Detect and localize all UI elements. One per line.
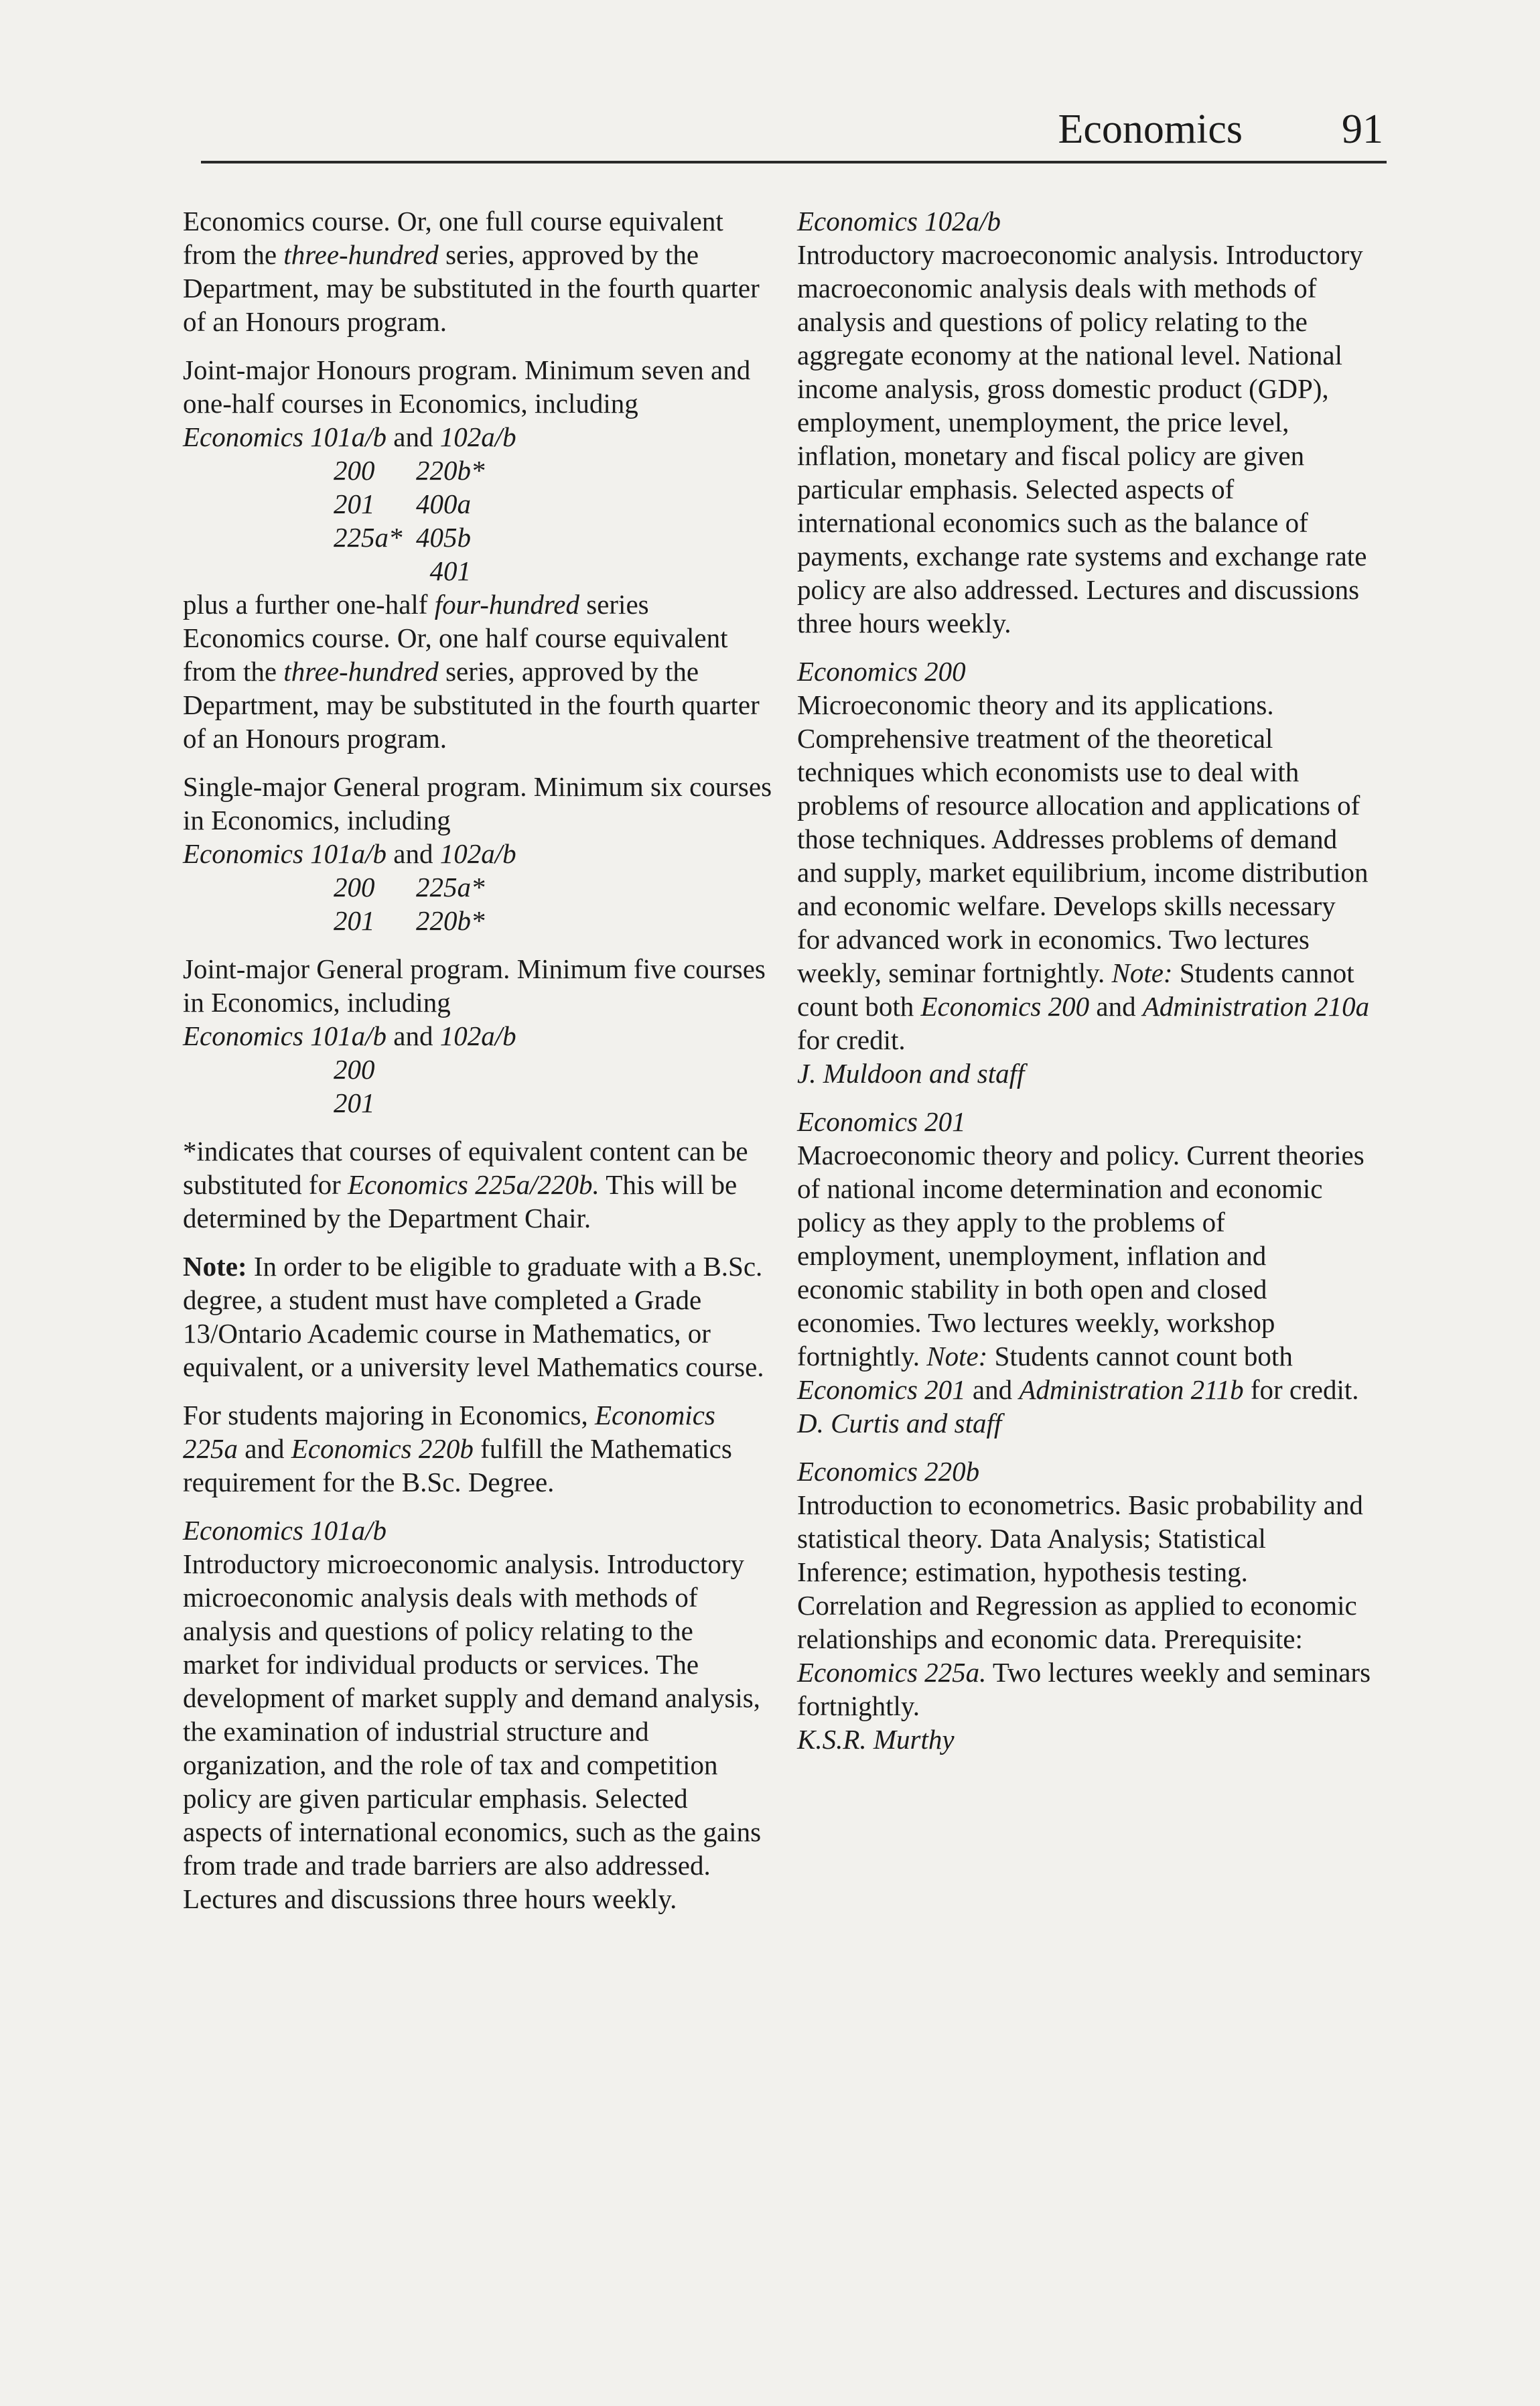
course-list [183,1019,772,1120]
text: and [387,1020,440,1051]
paragraph-bsc-note [183,1250,772,1384]
paragraph-joint-major-general: Joint-major General program. Minimum five courses in Economics, including [183,953,766,1018]
page-number: 91 [1342,107,1383,152]
text: and [387,838,440,869]
single-major-general-block [183,770,772,937]
text: Economics 201 [797,1374,966,1405]
text: Administration 211b [1019,1374,1244,1405]
text: for credit. [797,1024,906,1055]
text: Economics course. Or, one full course equivalent from the [183,206,723,270]
text: three-hundred [283,656,439,687]
text: fulfill the Mathematics requirement for the B.Sc. Degree. [183,1433,732,1497]
course-list-row: 200 [334,1054,375,1085]
text: Economics 200 [920,991,1090,1022]
text: Students cannot count both [987,1341,1293,1372]
text: and [1089,991,1143,1022]
note-label: Note: [926,1341,988,1372]
text: series, approved by the Department, may be substituted in the fourth quarter of an Honours program. [183,656,760,754]
text: Economics 101a/b [183,838,387,869]
text: for credit. [1243,1374,1359,1405]
course-list-row: 225a* 405b [334,522,471,553]
course-list-header [183,1019,772,1053]
course-title: Economics 201 [797,1106,966,1137]
note-label: Note: [1111,957,1173,988]
left-column [183,204,772,1930]
course-title: Economics 200 [797,656,966,687]
text: and [238,1433,291,1464]
text: In order to be eligible to graduate with a B.Sc. degree, a student must have completed a Grade 13/Ontario Academic course in Mathematics, or equivalent, or a university level Mathematics course. [183,1251,764,1382]
text: Two lectures weekly and seminars fortnightly. [797,1657,1371,1721]
course-list [183,837,772,937]
text: Economics 101a/b [183,421,387,452]
paragraph-math-requirement [183,1398,772,1499]
text: Economics 101a/b [183,1020,387,1051]
text: Microeconomic theory and its applications. Comprehensive treatment of the theoretical techniques which economists use to deal with problems of resource allocation and applications of those techniques. Addresses problems of demand and supply, market equilibrium, income distribution and economic welfare. Develops skills necessary for advanced work in economics. Two lectures weekly, seminar fortnightly. [797,689,1369,988]
course-list [183,420,772,588]
course-list-row: 201 400a [334,488,471,519]
course-list-row: 200 220b* [334,455,485,486]
text: three-hundred [283,239,439,270]
course-economics-220 [797,1455,1373,1756]
text: Economics 225a. [797,1657,987,1688]
course-list-row: 200 225a* [334,872,485,903]
paragraph-honours-substitution [183,204,772,338]
paragraph-single-major-general: Single-major General program. Minimum six courses in Economics, including [183,771,772,836]
course-instructor: K.S.R. Murthy [797,1724,955,1755]
right-column [797,204,1373,1771]
text: series Economics course. Or, one half course equivalent from the [183,589,728,687]
text: Introduction to econometrics. Basic probability and statistical theory. Data Analysis; Statistical Inference; estimation, hypothesis testing. Correlation and Regression as applied to economic relationships and economic data. Prerequisite: [797,1489,1363,1654]
joint-major-general-block [183,952,772,1120]
course-list-row: 201 [334,1087,375,1118]
text: plus a further one-half [183,589,435,620]
text: Students cannot count both [797,957,1354,1022]
course-description [797,688,1373,1057]
paragraph-equivalent-note [183,1134,772,1235]
course-economics-201 [797,1105,1373,1440]
text: and [387,421,440,452]
course-list-header [183,420,772,454]
text: 102a/b [439,838,516,869]
course-economics-102 [797,204,1373,640]
paragraph-joint-major-honours: Joint-major Honours program. Minimum seven and one-half courses in Economics, including [183,354,751,419]
course-list-row: 201 220b* [334,905,485,936]
course-list-header [183,837,772,870]
course-title: Economics 220b [797,1456,980,1487]
course-instructor: D. Curtis and staff [797,1408,1002,1439]
page-header [201,94,1387,163]
text: *indicates that courses of equivalent content can be substituted for [183,1136,748,1200]
text: four-hundred [434,589,579,620]
text: This will be determined by the Department Chair. [183,1169,738,1233]
section-title: Economics [1058,107,1243,152]
course-list-row: 401 [334,555,471,586]
text: Administration 210a [1142,991,1370,1022]
course-description: Introductory microeconomic analysis. Introductory microeconomic analysis deals with methods of analysis and questions of policy relating to the market for individual products or services. The development of market supply and demand analysis, the examination of industrial structure and organization, and the role of tax and competition policy are given particular emphasis. Selected aspects of international economics, such as the gains from trade and trade barriers are also addressed. Lectures and discussions three hours weekly. [183,1548,762,1914]
course-economics-101 [183,1514,772,1916]
text: Economics 225a/220b. [347,1169,600,1200]
text: series, approved by the Department, may be substituted in the fourth quarter of an Honours program. [183,239,760,337]
text: and [965,1374,1020,1405]
text: For students majoring in Economics, [183,1400,595,1430]
paragraph-honours-half-course [183,588,772,755]
course-title: Economics 101a/b [183,1515,387,1546]
course-description: Introductory macroeconomic analysis. Introductory macroeconomic analysis deals with methods of analysis and questions of policy relating to the aggregate economy at the national level. National income analysis, gross domestic product (GDP), employment, unemployment, the price level, inflation, monetary and fiscal policy are given particular emphasis. Selected aspects of international economics such as the balance of payments, exchange rate systems and exchange rate policy are also addressed. Lectures and discussions three hours weekly. [797,239,1367,639]
joint-major-honours-block [183,353,772,755]
course-description [797,1488,1373,1723]
course-description [797,1138,1373,1406]
course-economics-200 [797,655,1373,1090]
text: 102a/b [439,1020,516,1051]
course-title: Economics 102a/b [797,206,1001,237]
course-instructor: J. Muldoon and staff [797,1058,1025,1089]
text: Economics 220b [291,1433,474,1464]
note-label: Note: [183,1251,247,1282]
text: Economics 225a [183,1400,715,1464]
text: Macroeconomic theory and policy. Current theories of national income determination and economic policy as they apply to the problems of employment, unemployment, inflation and economic stability in both open and closed economies. Two lectures weekly, workshop fortnightly. [797,1140,1364,1372]
text: 102a/b [439,421,516,452]
